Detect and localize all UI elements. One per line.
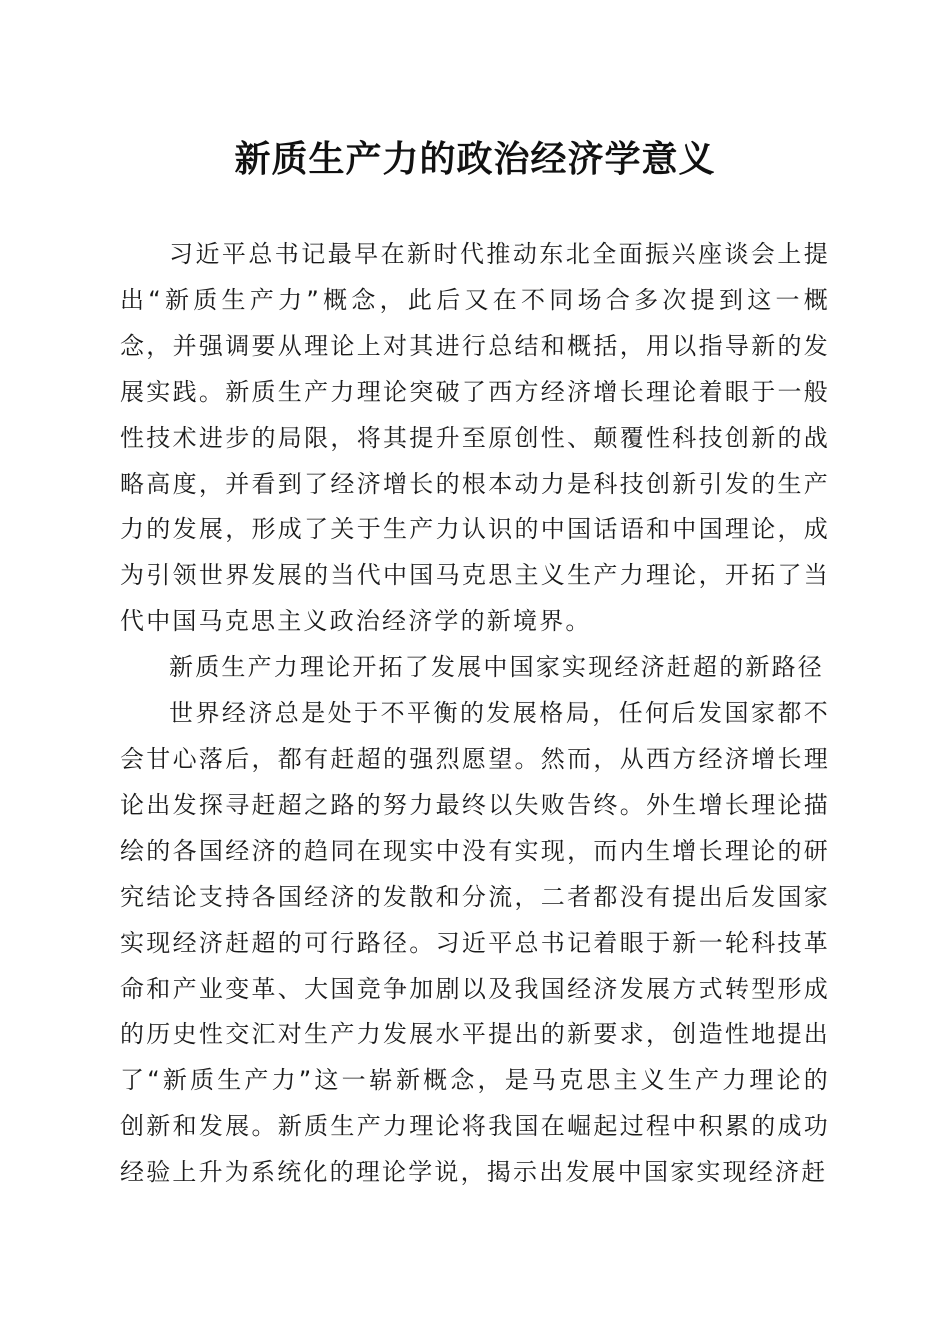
paragraph-intro: 习近平总书记最早在新时代推动东北全面振兴座谈会上提出“新质生产力”概念，此后又在不同场合多次提到这一概念，并强调要从理论上对其进行总结和概括，用以指导新的发展实践。新质生产力理论突破了西方经济增长理论着眼于一般性技术进步的局限，将其提升至原创性、颠覆性科技创新的战略高度，并看到了经济增长的根本动力是科技创新引发的生产力的发展，形成了关于生产力认识的中国话语和中国理论，成为引领世界发展的当代中国马克思主义生产力理论，开拓了当代中国马克思主义政治经济学的新境界。 <box>120 240 830 636</box>
section-heading: 新质生产力理论开拓了发展中国家实现经济赶超的新路径 <box>169 653 824 682</box>
paragraph-catch-up: 世界经济总是处于不平衡的发展格局，任何后发国家都不会甘心落后，都有赶超的强烈愿望。然而，从西方经济增长理论出发探寻赶超之路的努力最终以失败告终。外生增长理论描绘的各国经济的趋同在现实中没有实现，而内生增长理论的研究结论支持各国经济的发散和分流，二者都没有提出后发国家实现经济赶超的可行路径。习近平总书记着眼于新一轮科技革命和产业变革、大国竞争加剧以及我国经济发展方式转型形成的历史性交汇对生产力发展水平提出的新要求，创造性地提出了“新质生产力”这一崭新概念，是马克思主义生产力理论的创新和发展。新质生产力理论将我国在崛起过程中积累的成功经验上升为系统化的理论学说，揭示出发展中国家实现经济赶 <box>120 699 830 1187</box>
document-title: 新质生产力的政治经济学意义 <box>234 138 716 180</box>
document-body <box>120 232 830 1196</box>
